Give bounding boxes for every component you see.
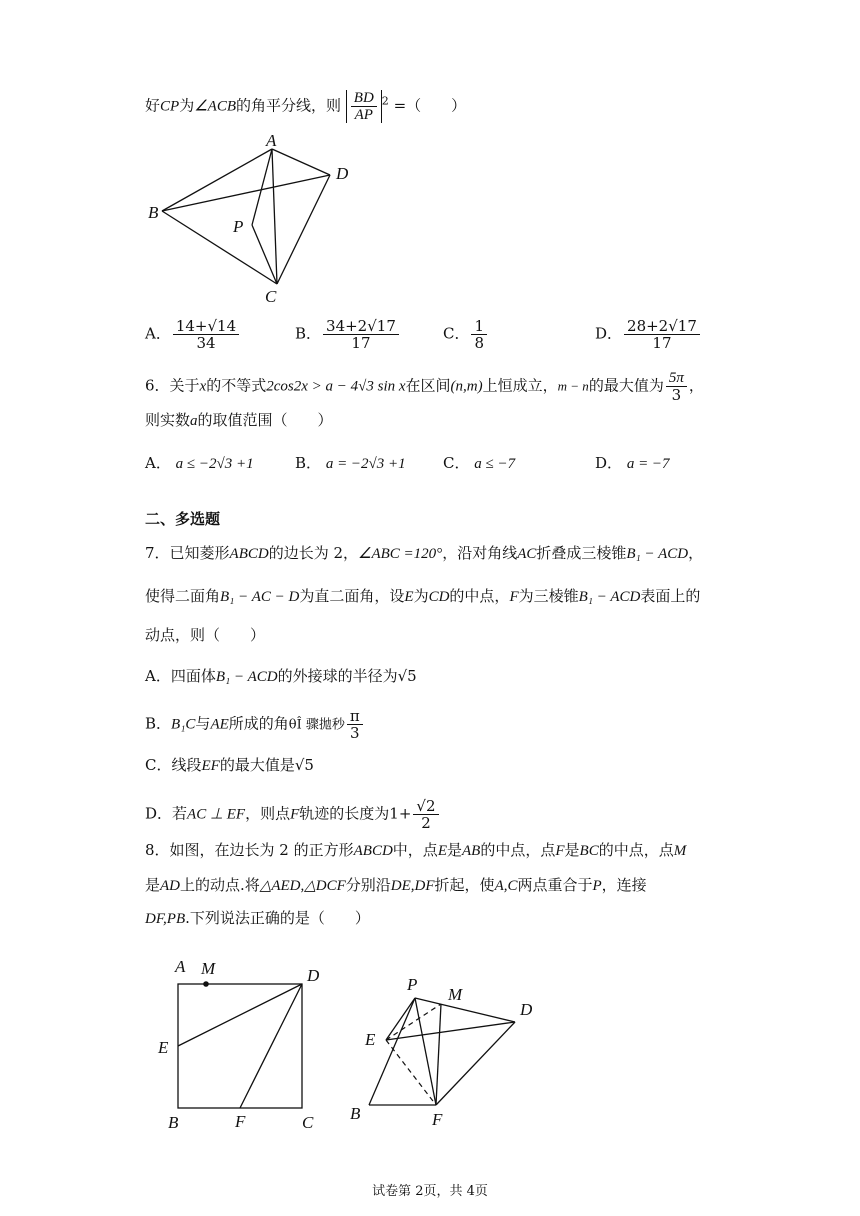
q5-stem-prefix: 好 bbox=[145, 96, 161, 115]
q8-figure-square bbox=[155, 955, 330, 1135]
q8-fig1-label-m: M bbox=[201, 959, 216, 978]
q5-line-ap bbox=[252, 149, 272, 225]
q8-line-ef-dashed bbox=[386, 1040, 436, 1105]
q8-fig1-label-c: C bbox=[302, 1113, 314, 1132]
q7-line-3: 动点，则（ ） bbox=[145, 626, 266, 644]
q8-fig2-label-f: F bbox=[432, 1110, 443, 1129]
q8-point-m bbox=[203, 981, 209, 987]
page-footer: 试卷第 2页，共 4页 bbox=[372, 1184, 488, 1199]
q5-option-d: D． $\frac{28+2√17}{17}$ bbox=[595, 318, 702, 351]
q7-option-b: B．B₁C与AE所成的角θÎ 骤拋秒 $\frac{\pi}{3}$ bbox=[145, 708, 365, 741]
q5-option-b: B． $\frac{34+2√17}{17}$ bbox=[295, 318, 401, 351]
q8-line-ed bbox=[386, 1022, 515, 1040]
q8-line-ed bbox=[178, 984, 302, 1046]
q8-line-em-dashed bbox=[386, 1004, 441, 1040]
q8-line-pd bbox=[415, 998, 515, 1022]
q8-line-pe bbox=[386, 998, 415, 1040]
q8-figure-folded bbox=[345, 970, 545, 1130]
q5-power: 2 bbox=[381, 94, 389, 108]
q8-line-fd bbox=[240, 984, 302, 1108]
q5-bd-ap-fraction: $\frac{BD}{AP}$ bbox=[351, 90, 377, 123]
q5-option-c: C． $\frac{1}{8}$ bbox=[443, 318, 489, 351]
q8-fig1-label-d: D bbox=[307, 966, 320, 985]
q8-fig2-label-p: P bbox=[407, 975, 418, 994]
q5-cp: CP bbox=[160, 98, 180, 115]
q6-line-1: 6．关于x的不等式2cos2x > a − 4√3 sin x在区间(n,m)上恒成立，m − n的最大值为 $\frac{5\pi}{3}$ ， bbox=[145, 370, 704, 404]
q5-figure bbox=[140, 135, 370, 310]
q5-line-ad bbox=[272, 149, 330, 175]
q8-fig2-label-m: M bbox=[448, 985, 463, 1004]
q5-line-bd bbox=[162, 175, 330, 211]
q7-option-a: A．四面体B₁ − ACD的外接球的半径为√5 bbox=[145, 667, 417, 685]
q8-line-pb bbox=[369, 998, 415, 1105]
q5-label-p: P bbox=[233, 217, 244, 236]
q8-line-fd bbox=[436, 1022, 515, 1105]
q6-option-b: B． a = −2√3 +1 bbox=[295, 454, 406, 472]
q6-option-c: C． a ≤ −7 bbox=[443, 454, 516, 472]
q8-fig2-label-e: E bbox=[365, 1030, 376, 1049]
q8-fig2-label-d: D bbox=[520, 1000, 533, 1019]
q6-line-2: 则实数a的取值范围（ ） bbox=[145, 411, 333, 429]
q7-option-c: C．线段EF的最大值是√5 bbox=[145, 756, 314, 774]
section-2-title: 二、多选题 bbox=[145, 510, 221, 528]
q5-stem-mid: 为 bbox=[179, 96, 195, 115]
q5-stem-mid2: 的角平分线，则 bbox=[235, 96, 341, 115]
q8-line-3: DF,PB.下列说法正确的是（ ） bbox=[145, 909, 370, 927]
q5-line-ac bbox=[272, 149, 277, 284]
q5-line-ab bbox=[162, 149, 272, 211]
q5-label-a: A bbox=[266, 135, 277, 150]
q8-fig1-label-f: F bbox=[235, 1112, 246, 1131]
q5-stem bbox=[145, 90, 466, 123]
q7-option-d: D．若AC ⊥ EF，则点F轨迹的长度为1+ $\frac{√2}{2}$ bbox=[145, 798, 441, 831]
q5-label-b: B bbox=[148, 203, 159, 222]
q8-line-2: 是AD上的动点.将△AED,△DCF分别沿DE,DF折起，使A,C两点重合于P，连接 bbox=[145, 876, 647, 894]
q8-fig1-label-e: E bbox=[158, 1038, 169, 1057]
q5-stem-end: =（ ） bbox=[393, 96, 467, 115]
q8-line-mf bbox=[436, 1004, 441, 1105]
q8-fig1-label-b: B bbox=[168, 1113, 179, 1132]
q8-square bbox=[178, 984, 302, 1108]
q8-line-1: 8．如图，在边长为 2 的正方形ABCD中，点E是AB的中点，点F是BC的中点，点M bbox=[145, 841, 687, 859]
q5-label-d: D bbox=[336, 164, 349, 183]
q8-fig2-label-b: B bbox=[350, 1104, 361, 1123]
q6-option-d: D． a = −7 bbox=[595, 454, 670, 472]
q6-option-a: A． a ≤ −2√3 +1 bbox=[145, 454, 254, 472]
q8-fig1-label-a: A bbox=[175, 957, 186, 976]
q5-option-a: A． $\frac{14+√14}{34}$ bbox=[145, 318, 241, 351]
q7-line-2: 使得二面角B₁ − AC − D为直二面角，设E为CD的中点，F为三棱锥B₁ − ACD表面上的 bbox=[145, 587, 701, 605]
q5-angle: ∠ACB bbox=[194, 98, 236, 115]
q5-line-pc bbox=[252, 225, 277, 284]
q7-line-1: 7．已知菱形ABCD的边长为 2，∠ABC =120°，沿对角线AC折叠成三棱锥B₁ − ACD， bbox=[145, 544, 704, 562]
q5-label-c: C bbox=[265, 287, 277, 306]
q5-line-dc bbox=[277, 175, 330, 284]
q5-line-bc bbox=[162, 211, 277, 284]
